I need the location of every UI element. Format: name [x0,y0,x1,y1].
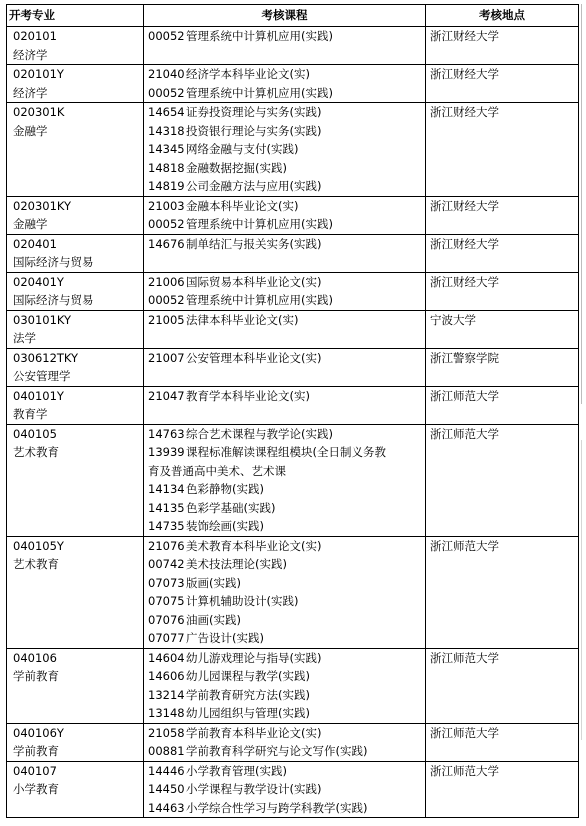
courses-cell [144,761,426,818]
course-code: 14735 [148,519,185,533]
course-item [148,742,425,761]
course-item [148,499,425,518]
course-code: 21006 [148,274,185,289]
major-name: 艺术教育 [13,445,59,459]
course-code: 21058 [148,725,185,740]
course-name: 学前教育研究方法(实践) [186,687,310,702]
course-item [148,611,425,630]
course-item [148,27,425,46]
major-name: 金融学 [13,217,48,231]
course-item [148,103,425,122]
major-code: 040107 [13,763,57,778]
major-code: 020301KY [13,198,72,213]
course-name: 综合艺术课程与教学论(实践) [186,426,333,441]
course-code: 14345 [148,142,185,156]
course-name: 幼儿园组织与管理(实践) [186,706,310,720]
course-item [148,273,425,292]
course-code: 21005 [148,312,185,327]
table-row [7,723,579,761]
table-row [7,536,579,648]
course-code: 21040 [148,67,185,81]
course-item [148,480,425,499]
table-body [7,27,579,818]
table-row [7,648,579,723]
courses-cell [144,27,426,65]
courses-cell [144,103,426,197]
major-cell [7,424,144,536]
course-name: 色彩学基础(实践) [186,500,276,515]
major-cell [7,103,144,197]
course-code: 07076 [148,612,185,627]
course-name: 美术教育本科毕业论文(实) [186,538,322,553]
course-code: 00052 [148,85,185,100]
course-name: 法律本科毕业论文(实) [186,312,299,327]
course-item [148,443,425,462]
major-name: 小学教育 [13,782,59,796]
courses-cell [144,424,426,536]
major-cell [7,310,144,348]
course-code: 14819 [148,179,185,193]
major-code: 040106 [13,650,57,665]
course-code: 14763 [148,426,185,441]
course-name: 计算机辅助设计(实践) [186,594,299,608]
course-name: 教育学本科毕业论文(实) [186,388,310,403]
course-item [148,574,425,593]
location-cell: 宁波大学 [426,310,579,348]
course-item [148,629,425,648]
courses-cell [144,536,426,648]
course-code: 00052 [148,293,185,307]
course-code: 21003 [148,198,185,213]
course-name: 金融本科毕业论文(实) [186,198,299,213]
location-cell: 浙江财经大学 [426,103,579,197]
course-item [148,159,425,178]
course-item [148,387,425,406]
location-cell: 浙江财经大学 [426,272,579,310]
major-name: 公安管理学 [13,369,71,383]
course-name: 色彩静物(实践) [186,482,264,496]
course-code: 00052 [148,217,185,231]
course-code: 14318 [148,123,185,138]
course-item [148,84,425,103]
table-row [7,65,579,103]
location-cell: 浙江财经大学 [426,196,579,234]
course-name: 小学课程与教学设计(实践) [186,782,322,796]
major-code: 020401Y [13,274,64,289]
course-item [148,667,425,686]
course-name: 小学教育管理(实践) [186,763,287,778]
course-code: 07077 [148,631,185,645]
course-code: 21007 [148,350,185,365]
major-cell [7,27,144,65]
course-item [148,122,425,141]
course-name-continued: 育及普通高中美术、艺术课 [148,463,286,478]
course-name: 课程标准解读课程组模块(全日制义务教 [186,445,386,459]
header-major: 开考专业 [7,5,144,27]
location-cell: 浙江师范大学 [426,648,579,723]
course-name: 投资银行理论与实务(实践) [186,123,322,138]
major-code: 020301K [13,105,65,119]
course-item [148,537,425,556]
courses-cell [144,386,426,424]
major-code: 040106Y [13,725,64,740]
course-name: 学前教育科学研究与论文写作(实践) [186,744,368,758]
course-name: 装饰绘画(实践) [186,519,264,533]
major-cell [7,234,144,272]
location-cell: 浙江师范大学 [426,386,579,424]
major-code: 030101KY [13,312,72,327]
course-code: 13148 [148,706,185,720]
course-item [148,349,425,368]
course-code: 14135 [148,500,185,515]
major-cell [7,386,144,424]
course-code: 07075 [148,594,185,608]
major-code: 040101Y [13,388,64,403]
header-location: 考核地点 [426,5,579,27]
location-cell: 浙江师范大学 [426,761,579,818]
course-name: 经济学本科毕业论文(实) [186,67,310,81]
location-cell: 浙江财经大学 [426,65,579,103]
course-item [148,215,425,234]
course-name: 公司金融方法与应用(实践) [186,179,322,193]
table-row [7,103,579,197]
course-item [148,762,425,781]
header-courses: 考核课程 [144,5,426,27]
table-row [7,234,579,272]
course-name: 小学综合性学习与跨学科教学(实践) [186,800,368,815]
course-code: 13939 [148,445,185,459]
major-code: 020401 [13,236,57,251]
course-name: 制单结汇与报关实务(实践) [186,236,322,251]
course-name: 油画(实践) [186,612,241,627]
table-row [7,196,579,234]
major-code: 020101Y [13,67,64,81]
table-row [7,272,579,310]
course-code: 00052 [148,29,185,43]
major-cell [7,648,144,723]
course-code: 00881 [148,744,185,758]
major-name: 金融学 [13,123,48,138]
major-name: 国际经济与贸易 [13,255,94,269]
course-code: 21047 [148,388,185,403]
course-code: 00742 [148,557,185,571]
course-name: 管理系统中计算机应用(实践) [186,29,333,43]
course-item [148,686,425,705]
major-code: 030612TKY [13,350,79,365]
course-item [148,724,425,743]
course-code: 14463 [148,800,185,815]
exam-course-table [6,4,579,818]
table-row [7,424,579,536]
major-cell [7,196,144,234]
course-item [148,140,425,159]
course-code: 14604 [148,650,185,665]
major-cell [7,272,144,310]
table-row [7,310,579,348]
table-row [7,27,579,65]
location-cell: 浙江师范大学 [426,536,579,648]
major-name: 教育学 [13,407,48,421]
major-cell [7,723,144,761]
table-row [7,761,579,818]
courses-cell [144,310,426,348]
courses-cell [144,65,426,103]
exam-schedule-page [6,4,578,818]
course-name: 广告设计(实践) [186,631,264,645]
table-header-row [7,5,579,27]
course-code: 14676 [148,236,185,251]
course-item [148,291,425,310]
courses-cell [144,723,426,761]
course-item [148,517,425,536]
course-code: 14818 [148,160,185,175]
course-name: 证券投资理论与实务(实践) [186,105,322,119]
courses-cell [144,196,426,234]
course-name: 学前教育本科毕业论文(实) [186,725,322,740]
location-cell: 浙江师范大学 [426,723,579,761]
course-name: 幼儿游戏理论与指导(实践) [186,650,322,665]
course-item [148,65,425,84]
major-cell [7,761,144,818]
course-name: 国际贸易本科毕业论文(实) [186,274,322,289]
course-item [148,780,425,799]
courses-cell [144,272,426,310]
course-code: 14654 [148,105,185,119]
course-code: 21076 [148,538,185,553]
course-item [148,177,425,196]
courses-cell [144,648,426,723]
location-cell: 浙江财经大学 [426,234,579,272]
page-edge-line [581,440,582,740]
major-name: 艺术教育 [13,557,59,571]
course-name: 公安管理本科毕业论文(实) [186,350,322,365]
major-cell [7,536,144,648]
page-edge-line [581,4,582,404]
course-name: 幼儿园课程与教学(实践) [186,669,310,683]
location-cell: 浙江师范大学 [426,424,579,536]
major-name: 法学 [13,331,36,345]
major-code: 020101 [13,29,57,43]
major-code: 040105Y [13,538,64,553]
major-cell [7,65,144,103]
major-code: 040105 [13,426,57,441]
course-item [148,592,425,611]
course-item [148,799,425,818]
major-name: 经济学 [13,47,48,62]
course-code: 13214 [148,687,185,702]
courses-cell [144,348,426,386]
major-name: 学前教育 [13,669,59,683]
course-name: 管理系统中计算机应用(实践) [186,217,333,231]
course-item [148,704,425,723]
course-name: 美术技法理论(实践) [186,557,287,571]
course-item [148,311,425,330]
course-item [148,235,425,254]
course-item [148,555,425,574]
location-cell: 浙江警察学院 [426,348,579,386]
location-cell: 浙江财经大学 [426,27,579,65]
course-code: 14450 [148,782,185,796]
course-name: 网络金融与支付(实践) [186,142,299,156]
course-item [148,649,425,668]
table-row [7,386,579,424]
major-name: 经济学 [13,85,48,100]
course-code: 14134 [148,482,185,496]
course-code: 14446 [148,763,185,778]
major-cell [7,348,144,386]
course-name: 管理系统中计算机应用(实践) [186,85,333,100]
courses-cell [144,234,426,272]
course-code: 14606 [148,669,185,683]
course-name: 版画(实践) [186,575,241,590]
course-item [148,425,425,444]
major-name: 学前教育 [13,744,59,758]
course-code: 07073 [148,575,185,590]
course-item [148,197,425,216]
course-name: 金融数据挖掘(实践) [186,160,287,175]
table-row [7,348,579,386]
course-name: 管理系统中计算机应用(实践) [186,293,333,307]
major-name: 国际经济与贸易 [13,293,94,307]
